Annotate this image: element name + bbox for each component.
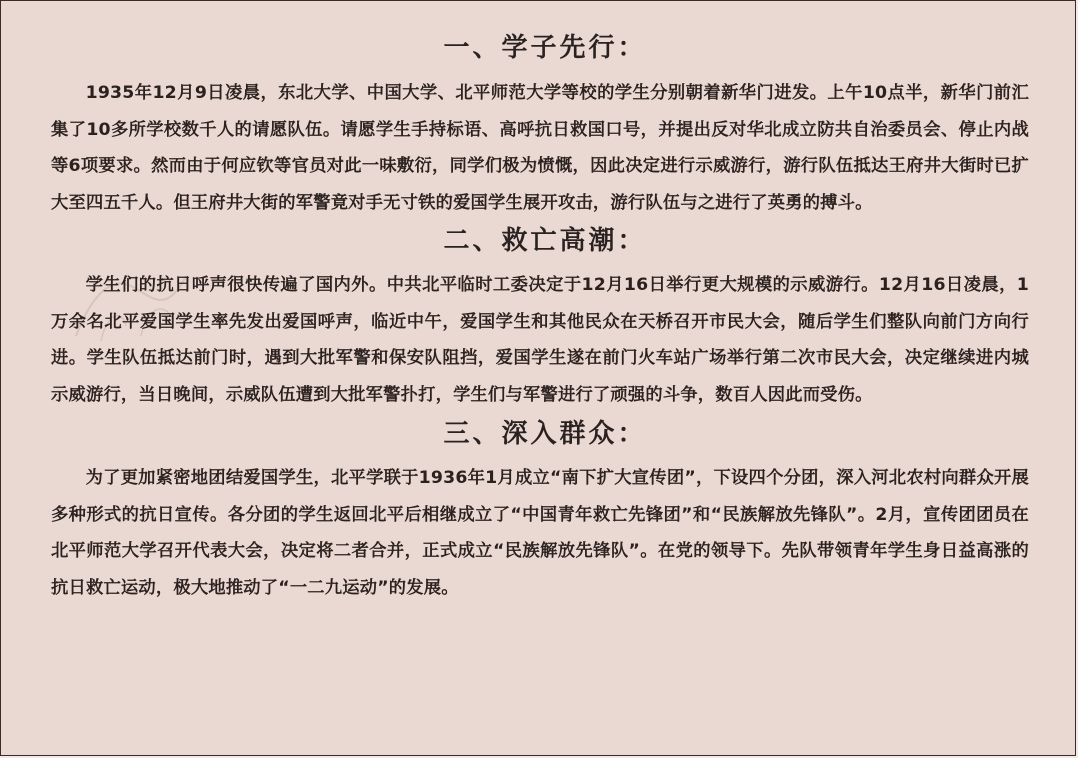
section-body-1: 1935年12月9日凌晨，东北大学、中国大学、北平师范大学等校的学生分别朝着新华门进发。上午10点半，新华门前汇集了10多所学校数千人的请愿队伍。请愿学生手持标语、高呼抗日救国口号，并提出反对华北成立防共自治委员会、停止内战等6项要求。然而由于何应钦等官员对此一味敷衍，同学们极为愤慨，因此决定进行示威游行，游行队伍抵达王府井大街时已扩大至四五千人。但王府井大街的军警竟对手无寸铁的爱国学生展开攻击，游行队伍与之进行了英勇的搏斗。: [51, 83, 1029, 213]
section-title-3: 三、深入群众：: [443, 419, 647, 449]
section-title-1: 一、学子先行：: [443, 33, 647, 63]
section-title-2: 二、救亡高潮：: [443, 226, 647, 256]
article-content: [51, 28, 1029, 606]
section-body-2: 学生们的抗日呼声很快传遍了国内外。中共北平临时工委决定于12月16日举行更大规模的示威游行。12月16日凌晨，1万余名北平爱国学生率先发出爱国呼声，临近中午，爱国学生和其他民众在天桥召开市民大会，随后学生们整队向前门方向行进。学生队伍抵达前门时，遇到大批军警和保安队阻挡，爱国学生遂在前门火车站广场举行第二次市民大会，决定继续进内城示威游行，当日晚间，示威队伍遭到大批军警扑打，学生们与军警进行了顽强的斗争，数百人因此而受伤。: [51, 275, 1029, 405]
section-body-3: 为了更加紧密地团结爱国学生，北平学联于1936年1月成立“南下扩大宣传团”，下设四个分团，深入河北农村向群众开展多种形式的抗日宣传。各分团的学生返回北平后相继成立了“中国青年救亡先锋团”和“民族解放先锋队”。2月，宣传团团员在北平师范大学召开代表大会，决定将二者合并，正式成立“民族解放先锋队”。在党的领导下。先队带领青年学生身日益高涨的抗日救亡运动，极大地推动了“一二九运动”的发展。: [51, 468, 1029, 598]
